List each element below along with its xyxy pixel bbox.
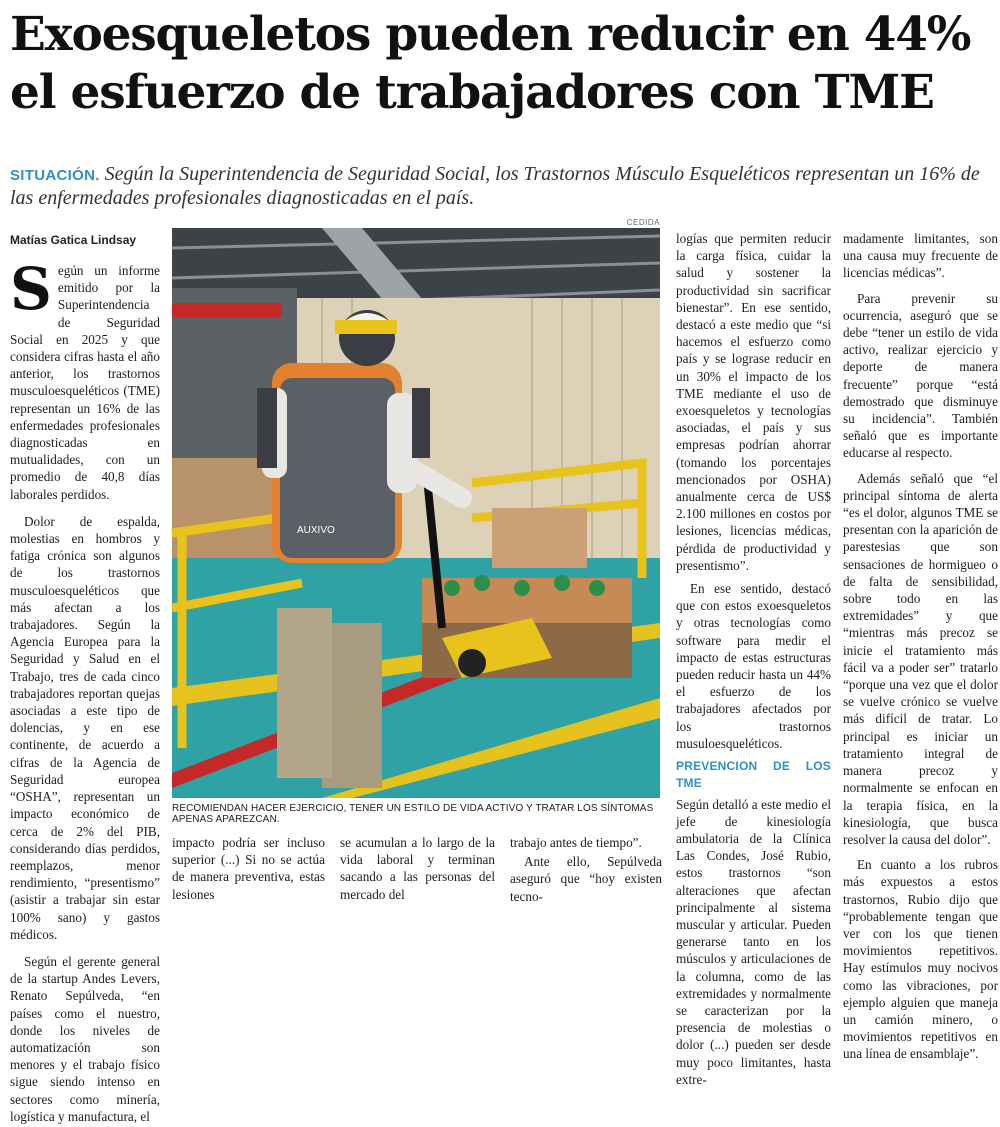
paragraph: Según el gerente general de la startup Andes Levers, Renato Sepúlveda, “en países como el nuestro, donde los niveles de automatización son menores y el trabajo físico sigue siendo intenso en sectores como minería, logística y manufactura, el [10, 953, 160, 1124]
column-2-bottom [172, 834, 325, 905]
paragraph: Para prevenir su ocurrencia, aseguró que se debe “tener un estilo de vida activo, realizar ejercicio y deporte de manera frecuente” porque “está demostrado que disminuye su incidencia”. También señaló que es importante educarse al respecto. [843, 290, 998, 461]
paragraph: En ese sentido, destacó que con estos exoesqueletos y otras tecnologías como software para medir el impacto de estas estructuras pueden reducir hasta un 44% el esfuerzo de los trabajadores afectados por los trastornos musuloesqueléticos. [676, 581, 831, 751]
column-4-bottom-left [510, 834, 662, 907]
paragraph: impacto podría ser incluso superior (...) Si no se actúa de manera preventiva, estas lesiones [172, 835, 325, 902]
section-subhead: PREVENCION DE LOS TME [676, 759, 831, 791]
photo-credit: CEDIDA [626, 218, 660, 227]
headline-line-1: Exoesqueletos pueden reducir en 44% [10, 7, 971, 62]
paragraph: En cuanto a los rubros más expuestos a estos trastornos, Rubio dijo que “probablemente tengan que ver con los que tienen movimientos repetitivos. Hay estímulos muy nocivos como las vibraciones, por ejemplo alguien que maneja un camión minero, o movimientos repetitivos en una línea de ensamblaje”. [843, 857, 998, 1062]
column-4 [676, 230, 831, 1090]
column-3-bottom [340, 834, 495, 905]
vest-brand-label: AUXIVO [297, 525, 335, 536]
paragraph: Según detalló a este medio el jefe de kinesiología ambulatoria de la Clínica Las Condes, José Rubio, estos trastornos “son alteraciones que afectan principalmente al sistema muscular y articular. Pueden generarse tanto en los músculos y articulaciones de la columna, como de las extremidades y normalmente se caracterizan por la presencia de molestias o dolor (...) pueden ser desde muy poco limitantes, hasta extre- [676, 796, 831, 1087]
deck-text: Según la Superintendencia de Seguridad Social, los Trastornos Músculo Esqueléticos representan un 16% de las enfermedades profesionales diagnosticadas en el país. [10, 163, 980, 209]
deck [10, 163, 995, 210]
paragraph [10, 255, 160, 503]
column-5 [843, 230, 998, 1065]
headline-line-2: el esfuerzo de trabajadores con TME [10, 65, 934, 120]
article-photo [172, 228, 660, 798]
paragraph: madamente limitantes, son una causa muy frecuente de licencias médicas”. [843, 231, 998, 281]
paragraph: logías que permiten reducir la carga física, cuidar la salud y sostener la productividad sin sacrificar bienestar”. En ese sentido, destacó a este medio que “si hacemos el esfuerzo como país y se lograse reducir en un 30% el impacto de los TME mediante el uso de exoesqueletos y tecnologías asociadas, el país y sus empresas podrían ahorrar (tomando los porcentajes mencionados por OSHA) anualmente cerca de US$ 2.100 millones en costos por lesiones, licencias médicas, pérdida de productividad y presentismo”. [676, 231, 831, 573]
deck-kicker: SITUACIÓN. [10, 167, 100, 184]
paragraph-text: egún un informe emitido por la Superintendencia de Seguridad Social en 2025 y que considera cifras hasta el año anterior, los trastornos musculoesqueléticos (TME) representan un 16% de las enfermedades profesionales diagnosticadas en mutualidades, con un promedio de 40,8 días laborales perdidos. [10, 263, 160, 502]
byline: Matías Gatica Lindsay [10, 233, 137, 247]
paragraph: se acumulan a lo largo de la vida laboral y terminan sacando a las personas del mercado del [340, 835, 495, 902]
paragraph: Además señaló que “el principal síntoma de alerta “es el dolor, algunos TME se presentan con la aparición de parestesias que son sensaciones de hormigueo o de falta de sensibilidad, sobre todo en las extremidades” y que “mientras más precoz se inicie el tratamiento más fácil va a poder ser” tratarlo “porque una vez que el dolor se vuelve crónico se vuelve más difícil de tratar. Lo principal es iniciar un tratamiento integral de manera precoz y normalmente se enfocan en la terapia física, en la kinesiología, que busca resolver la causa del dolor”. [843, 470, 998, 847]
column-1 [10, 255, 160, 1127]
warehouse-worker-illustration [172, 228, 660, 798]
paragraph: Dolor de espalda, molestias en hombros y fatiga crónica son algunos de los trastornos musculoesqueléticos que más afectan a los trabajadores. Según la Agencia Europea para la Seguridad y Salud en el Trabajo, tres de cada cinco trabajadores reportan quejas asociadas a este tipo de dolencias, y en ese continente, de acuerdo a cifras de la Agencia de Seguridad europea “OSHA”, representan un impacto económico de cerca de 2% del PIB, considerando días perdidos, reemplazos, menor rendimiento, “presentismo” (asistir a trabajar sin estar 100% sano) y gastos médicos. [10, 513, 160, 942]
drop-cap: S [10, 255, 52, 323]
photo-caption: RECOMIENDAN HACER EJERCICIO, TENER UN ESTILO DE VIDA ACTIVO Y TRATAR LOS SÍNTOMAS APENAS APAREZCAN. [172, 803, 654, 825]
paragraph: trabajo antes de tiempo”. [510, 835, 642, 850]
paragraph: Ante ello, Sepúlveda aseguró que “hoy existen tecno- [510, 854, 662, 904]
headline [10, 6, 995, 122]
